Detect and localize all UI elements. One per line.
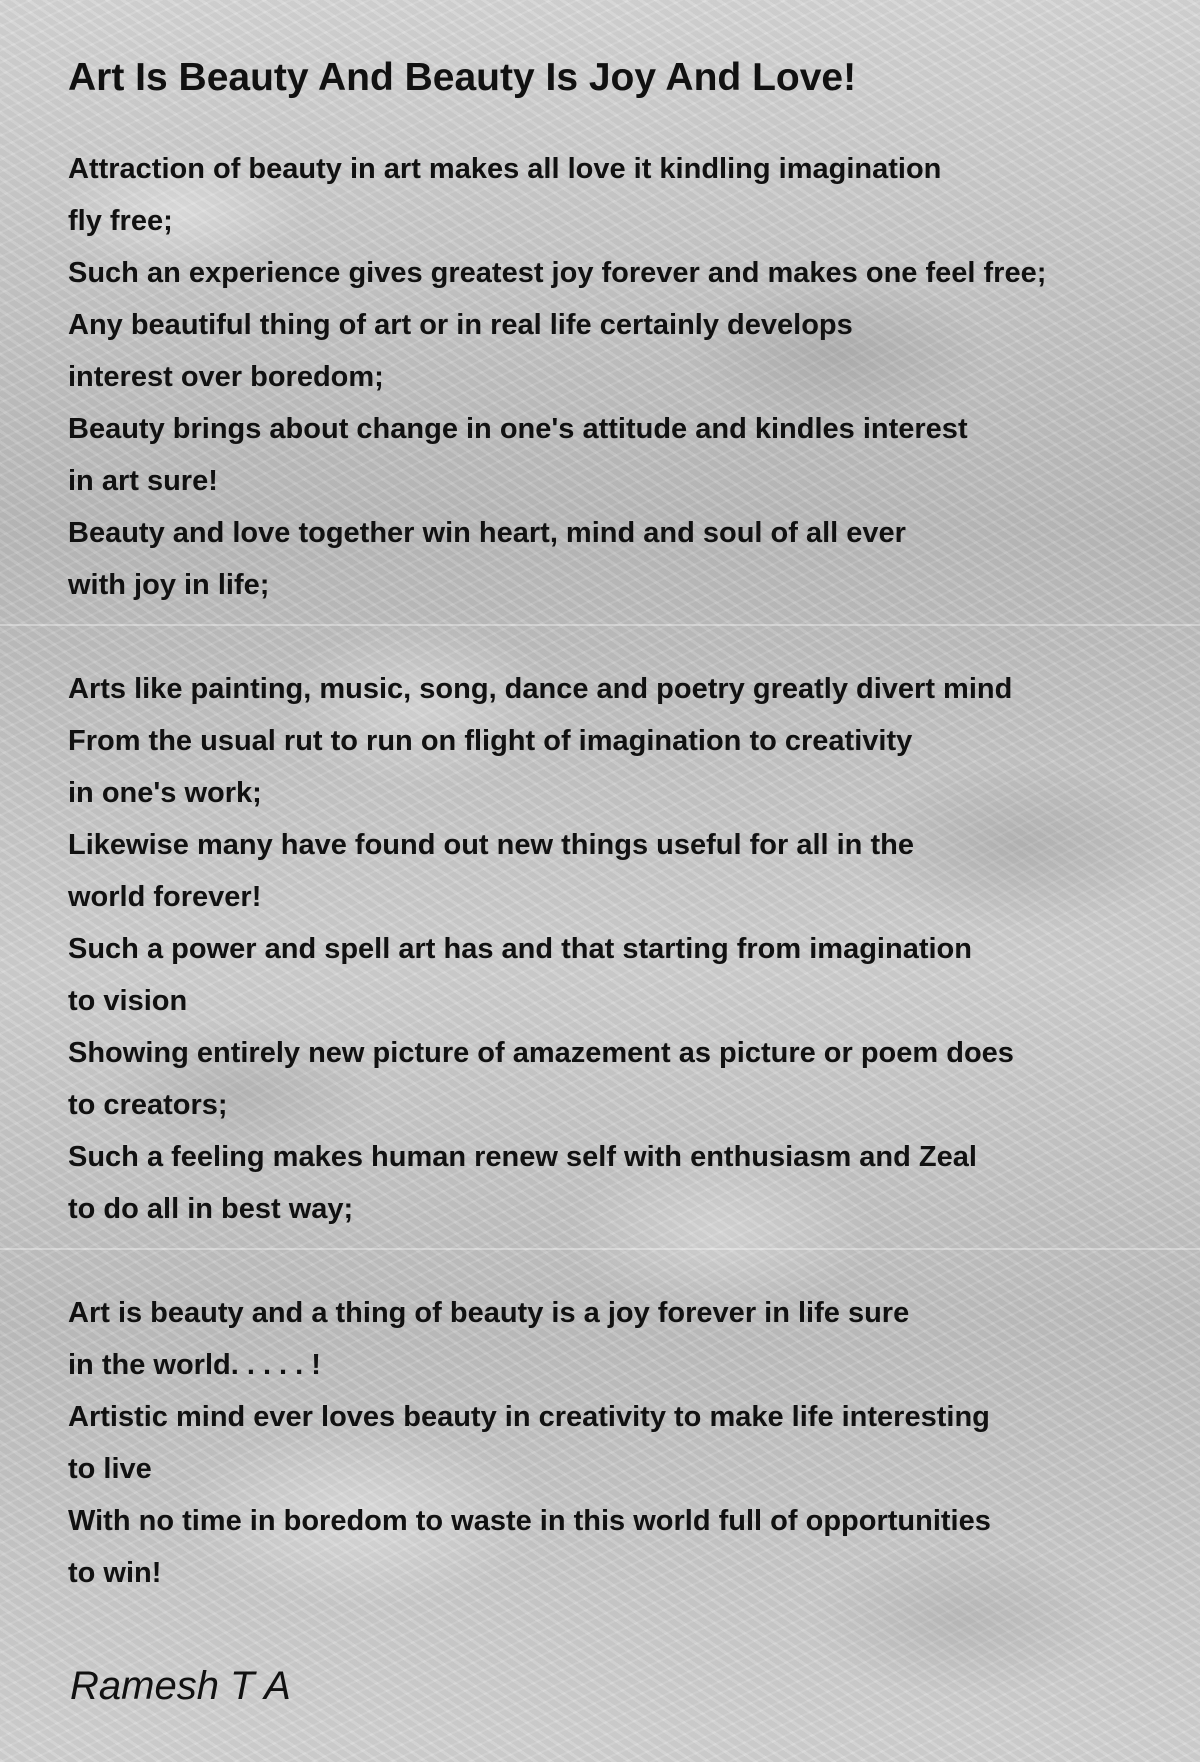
- poem-line: Such a feeling makes human renew self with enthusiasm and Zeal: [68, 1141, 977, 1173]
- poem-line: Such a power and spell art has and that starting from imagination: [68, 933, 972, 965]
- poem-line: Art is beauty and a thing of beauty is a joy forever in life sure: [68, 1297, 910, 1329]
- poem-line: to win!: [68, 1557, 162, 1589]
- poem-container: [68, 52, 1188, 1651]
- poem-line: fly free;: [68, 205, 173, 237]
- poem-title: Art Is Beauty And Beauty Is Joy And Love!: [68, 56, 857, 99]
- stanza-1: [68, 143, 1188, 611]
- poem-line: world forever!: [68, 881, 262, 913]
- poem-line: in the world. . . . . !: [68, 1349, 321, 1381]
- poem-line: Any beautiful thing of art or in real life certainly develops: [68, 309, 853, 341]
- poem-line: Beauty and love together win heart, mind and soul of all ever: [68, 517, 906, 549]
- poem-line: in one's work;: [68, 777, 262, 809]
- poem-line: Such an experience gives greatest joy forever and makes one feel free;: [68, 257, 1047, 289]
- poem-line: in art sure!: [68, 465, 218, 497]
- poem-line: Showing entirely new picture of amazement as picture or poem does: [68, 1037, 1014, 1069]
- poem-line: Artistic mind ever loves beauty in creativity to make life interesting: [68, 1401, 990, 1433]
- poem-line: to live: [68, 1453, 152, 1485]
- poem-line: interest over boredom;: [68, 361, 384, 393]
- poem-line: With no time in boredom to waste in this world full of opportunities: [68, 1505, 991, 1537]
- stanza-2: [68, 663, 1188, 1235]
- poem-line: to creators;: [68, 1089, 228, 1121]
- stanza-3: [68, 1287, 1188, 1599]
- poem-line: to vision: [68, 985, 188, 1017]
- poem-line: Likewise many have found out new things useful for all in the: [68, 829, 914, 861]
- poem-author: Ramesh T A: [70, 1664, 291, 1708]
- poem-line: Arts like painting, music, song, dance and poetry greatly divert mind: [68, 673, 1013, 705]
- poem-line: to do all in best way;: [68, 1193, 354, 1225]
- poem-line: Beauty brings about change in one's attitude and kindles interest: [68, 413, 968, 445]
- poem-line: with joy in life;: [68, 569, 270, 601]
- poem-line: Attraction of beauty in art makes all love it kindling imagination: [68, 153, 942, 185]
- poem-line: From the usual rut to run on flight of imagination to creativity: [68, 725, 913, 757]
